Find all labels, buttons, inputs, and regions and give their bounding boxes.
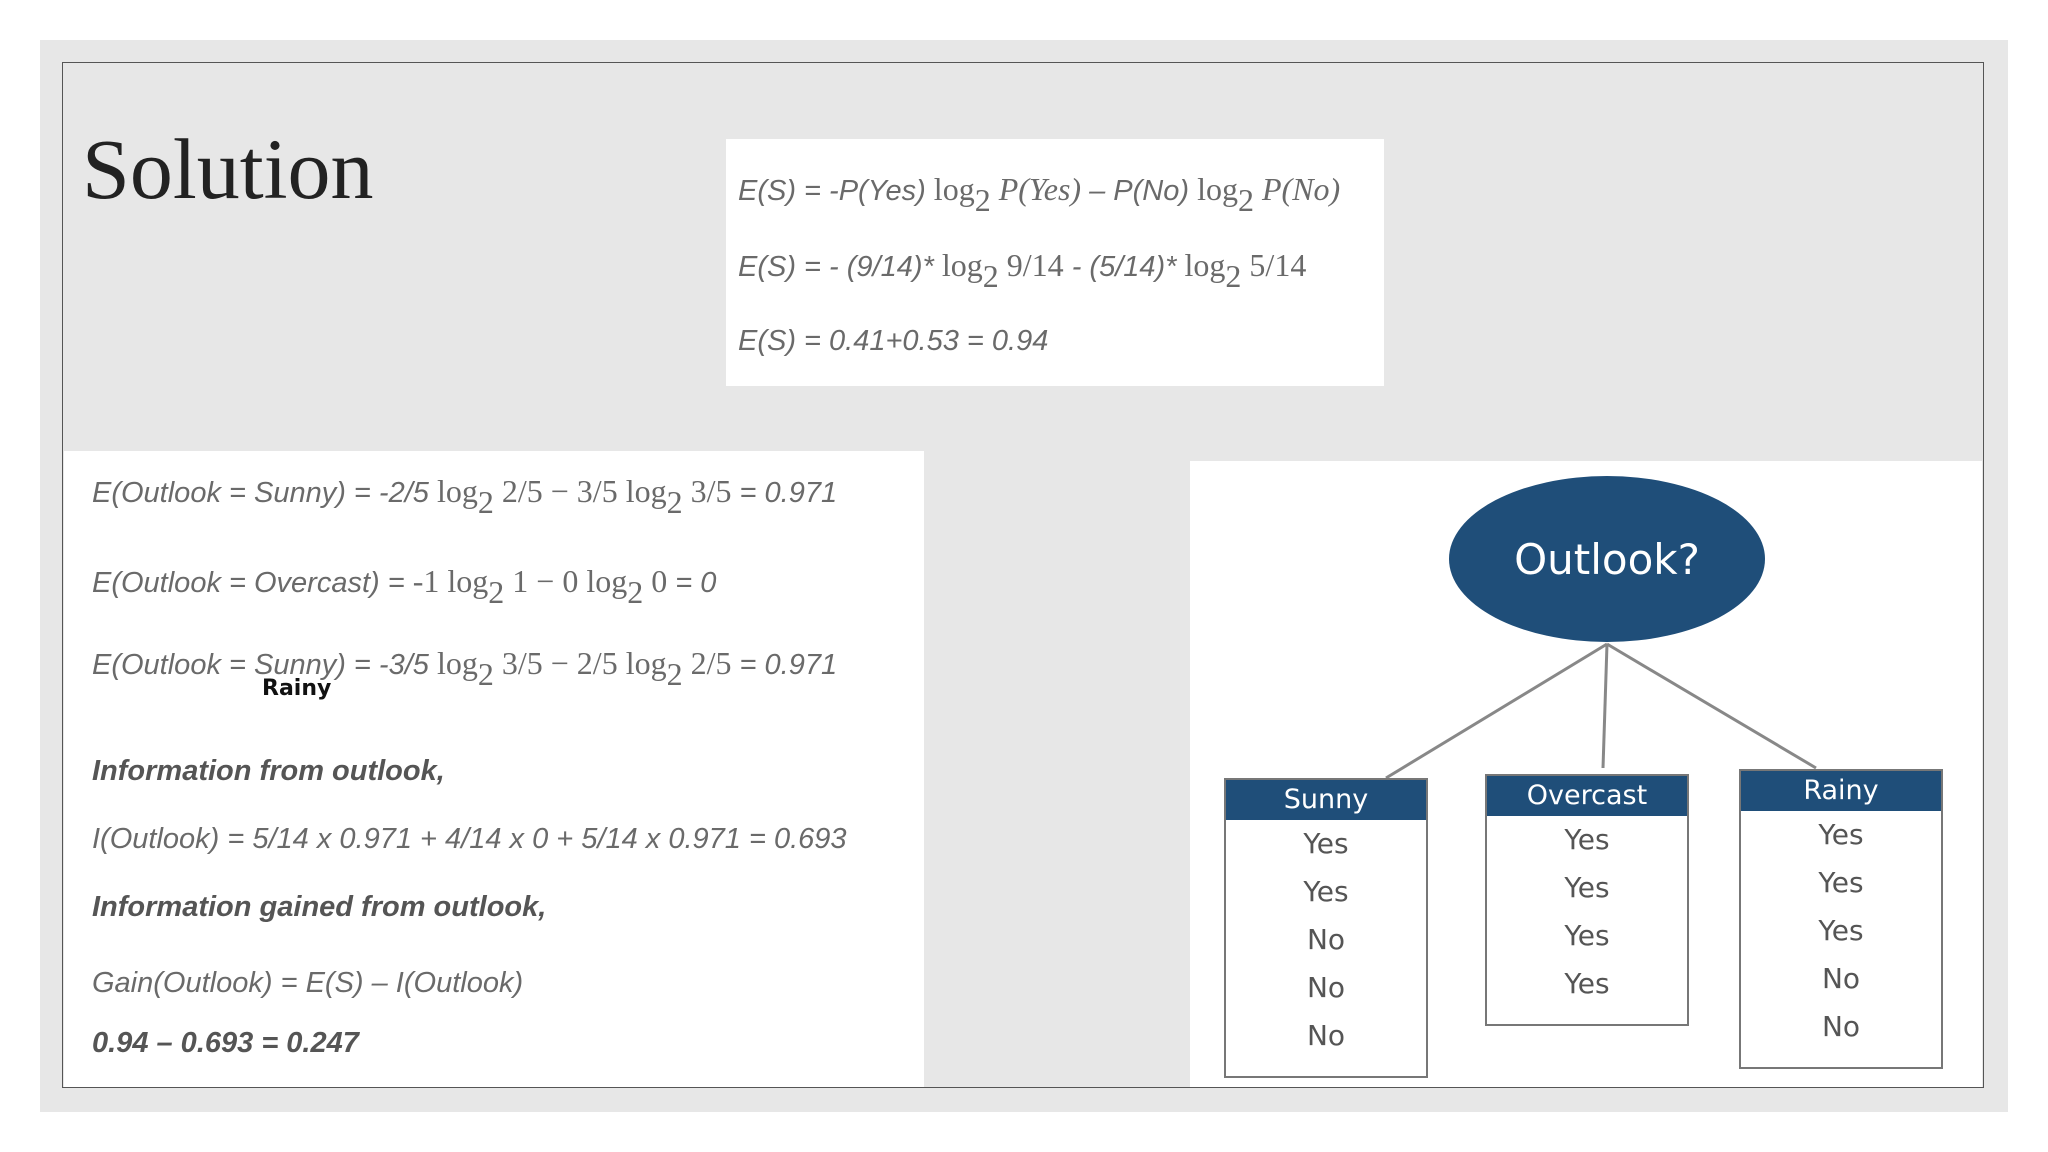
list-item: No bbox=[1306, 1019, 1346, 1052]
slide-title: Solution bbox=[82, 121, 374, 217]
list-item: Yes bbox=[1818, 914, 1864, 947]
gain-result: 0.94 – 0.693 = 0.247 bbox=[92, 1027, 359, 1059]
list-item: Yes bbox=[1564, 967, 1610, 1000]
entropy-formula: E(S) = -P(Yes) $\log_2 P(Yes) - P(No)$ $\log_2 P(No)$ bbox=[738, 171, 1341, 219]
entropy-result: E(S) = 0.41+0.53 = 0.94 bbox=[738, 325, 1049, 357]
list-item: Yes bbox=[1818, 818, 1864, 851]
overcast-entropy: E(Outlook = Overcast) = -1 $\log_2 1 - 0$ $\log_2 0 = 0$ bbox=[92, 563, 717, 611]
branch-line-sunny bbox=[1386, 644, 1607, 778]
list-item: Yes bbox=[1564, 823, 1610, 856]
branch-box-overcast bbox=[1485, 774, 1689, 1026]
gain-heading: Information gained from outlook, bbox=[92, 891, 547, 923]
rainy-annotation: Rainy bbox=[262, 676, 332, 701]
info-heading: Information from outlook, bbox=[92, 755, 445, 787]
entropy-substitution: E(S) = - (9/14)* $\log_2 9/14 - (5/14)*$ $\log_2 5/14$ bbox=[738, 247, 1307, 295]
branch-box-rainy bbox=[1739, 769, 1943, 1069]
gain-formula: Gain(Outlook) = E(S) – I(Outlook) bbox=[92, 967, 524, 999]
list-item: No bbox=[1306, 923, 1346, 956]
rainy-entropy: E(Outlook = Sunny) = -3/5 $\log_2 3/5 - 2/5$ $\log_2 2/5 = 0.971$ bbox=[92, 645, 838, 693]
list-item: Yes bbox=[1303, 827, 1349, 860]
branch-box-sunny bbox=[1224, 778, 1428, 1078]
branch-line-overcast bbox=[1603, 644, 1607, 768]
list-item: Yes bbox=[1564, 919, 1610, 952]
branch-label-rainy: Rainy bbox=[1741, 771, 1941, 811]
list-item: Yes bbox=[1818, 866, 1864, 899]
branch-label-overcast: Overcast bbox=[1487, 776, 1687, 816]
info-formula: I(Outlook) = 5/14 x 0.971 + 4/14 x 0 + 5/14 x 0.971 = 0.693 bbox=[92, 823, 847, 855]
list-item: Yes bbox=[1303, 875, 1349, 908]
branch-line-rainy bbox=[1607, 644, 1816, 768]
sunny-entropy: E(Outlook = Sunny) = -2/5 $\log_2 2/5 - 3/5$ $\log_2 3/5 = 0.971$ bbox=[92, 473, 838, 521]
list-item: No bbox=[1306, 971, 1346, 1004]
branch-label-sunny: Sunny bbox=[1226, 780, 1426, 820]
list-item: No bbox=[1821, 962, 1861, 995]
root-node-outlook: Outlook? bbox=[1449, 476, 1765, 642]
list-item: No bbox=[1821, 1010, 1861, 1043]
list-item: Yes bbox=[1564, 871, 1610, 904]
